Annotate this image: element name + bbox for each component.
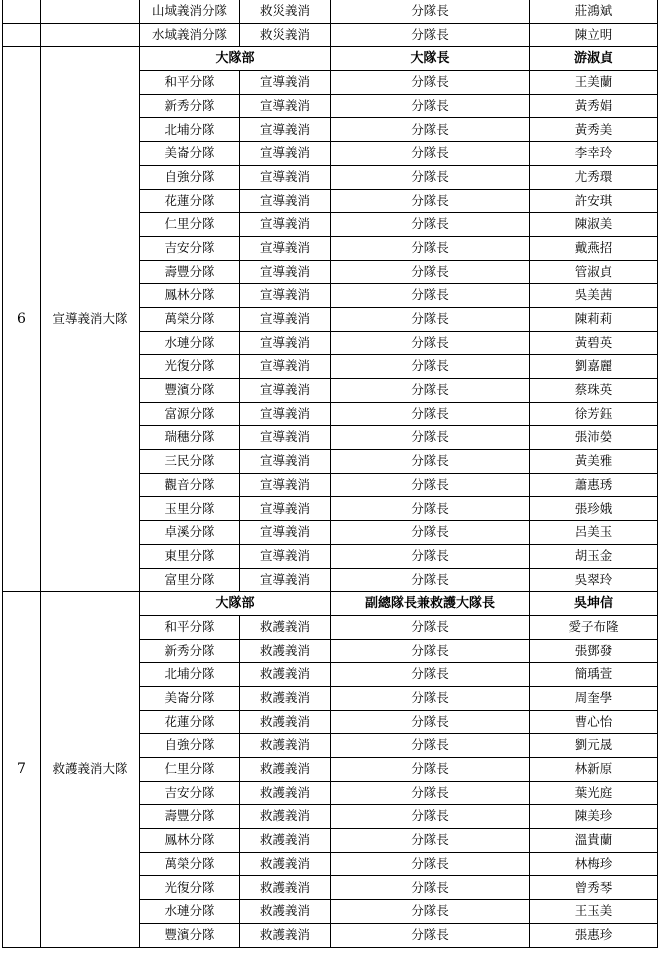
title-cell: 分隊長 bbox=[331, 402, 530, 426]
type-cell: 宣導義消 bbox=[240, 331, 331, 355]
title-cell: 分隊長 bbox=[331, 23, 530, 47]
unit-cell: 光復分隊 bbox=[140, 355, 240, 379]
type-cell: 宣導義消 bbox=[240, 402, 331, 426]
unit-cell: 豐濱分隊 bbox=[140, 379, 240, 403]
title-cell: 分隊長 bbox=[331, 307, 530, 331]
title-cell: 分隊長 bbox=[331, 355, 530, 379]
unit-cell: 仁里分隊 bbox=[140, 213, 240, 237]
unit-cell: 北埔分隊 bbox=[140, 663, 240, 687]
name-cell: 曹心怡 bbox=[530, 710, 658, 734]
title-cell: 分隊長 bbox=[331, 852, 530, 876]
group-name-cell bbox=[41, 23, 140, 47]
unit-cell: 水璉分隊 bbox=[140, 900, 240, 924]
type-cell: 救護義消 bbox=[240, 852, 331, 876]
type-cell: 救護義消 bbox=[240, 615, 331, 639]
unit-cell: 美崙分隊 bbox=[140, 686, 240, 710]
name-cell: 張惠珍 bbox=[530, 923, 658, 947]
type-cell: 救護義消 bbox=[240, 734, 331, 758]
unit-cell: 自強分隊 bbox=[140, 734, 240, 758]
type-cell: 宣導義消 bbox=[240, 189, 331, 213]
group-header-row bbox=[3, 47, 658, 71]
name-cell: 蕭惠琇 bbox=[530, 473, 658, 497]
type-cell: 宣導義消 bbox=[240, 544, 331, 568]
unit-cell: 富里分隊 bbox=[140, 568, 240, 592]
type-cell: 宣導義消 bbox=[240, 497, 331, 521]
unit-cell: 吉安分隊 bbox=[140, 236, 240, 260]
title-cell: 分隊長 bbox=[331, 284, 530, 308]
unit-cell: 觀音分隊 bbox=[140, 473, 240, 497]
title-cell: 分隊長 bbox=[331, 615, 530, 639]
name-cell: 溫貴蘭 bbox=[530, 829, 658, 853]
unit-cell: 自強分隊 bbox=[140, 165, 240, 189]
name-cell: 莊鴻斌 bbox=[530, 0, 658, 23]
name-cell: 周奎學 bbox=[530, 686, 658, 710]
type-cell: 宣導義消 bbox=[240, 236, 331, 260]
type-cell: 救護義消 bbox=[240, 758, 331, 782]
title-cell: 分隊長 bbox=[331, 213, 530, 237]
name-cell: 胡玉金 bbox=[530, 544, 658, 568]
type-cell: 救護義消 bbox=[240, 781, 331, 805]
type-cell: 宣導義消 bbox=[240, 355, 331, 379]
name-cell: 陳立明 bbox=[530, 23, 658, 47]
unit-cell: 仁里分隊 bbox=[140, 758, 240, 782]
title-cell: 分隊長 bbox=[331, 142, 530, 166]
name-cell: 尤秀環 bbox=[530, 165, 658, 189]
group-number-cell bbox=[3, 0, 41, 23]
unit-cell: 和平分隊 bbox=[140, 615, 240, 639]
title-cell: 分隊長 bbox=[331, 0, 530, 23]
unit-cell: 水璉分隊 bbox=[140, 331, 240, 355]
title-cell: 分隊長 bbox=[331, 331, 530, 355]
unit-cell: 萬榮分隊 bbox=[140, 307, 240, 331]
type-cell: 救護義消 bbox=[240, 710, 331, 734]
unit-cell: 新秀分隊 bbox=[140, 639, 240, 663]
hq-unit: 大隊部 bbox=[140, 592, 331, 616]
unit-cell: 卓溪分隊 bbox=[140, 521, 240, 545]
type-cell: 宣導義消 bbox=[240, 213, 331, 237]
type-cell: 宣導義消 bbox=[240, 568, 331, 592]
title-cell: 分隊長 bbox=[331, 758, 530, 782]
title-cell: 分隊長 bbox=[331, 165, 530, 189]
title-cell: 分隊長 bbox=[331, 521, 530, 545]
unit-cell: 山域義消分隊 bbox=[140, 0, 240, 23]
title-cell: 分隊長 bbox=[331, 923, 530, 947]
unit-cell: 北埔分隊 bbox=[140, 118, 240, 142]
type-cell: 救護義消 bbox=[240, 876, 331, 900]
title-cell: 分隊長 bbox=[331, 710, 530, 734]
name-cell: 李幸玲 bbox=[530, 142, 658, 166]
unit-cell: 壽豐分隊 bbox=[140, 260, 240, 284]
table-row bbox=[3, 0, 658, 23]
unit-cell: 美崙分隊 bbox=[140, 142, 240, 166]
group-number-cell bbox=[3, 23, 41, 47]
type-cell: 宣導義消 bbox=[240, 71, 331, 95]
type-cell: 救護義消 bbox=[240, 805, 331, 829]
name-cell: 王美蘭 bbox=[530, 71, 658, 95]
title-cell: 分隊長 bbox=[331, 426, 530, 450]
title-cell: 分隊長 bbox=[331, 260, 530, 284]
title-cell: 分隊長 bbox=[331, 663, 530, 687]
table-row bbox=[3, 23, 658, 47]
title-cell: 分隊長 bbox=[331, 94, 530, 118]
type-cell: 宣導義消 bbox=[240, 94, 331, 118]
name-cell: 黃秀娟 bbox=[530, 94, 658, 118]
type-cell: 宣導義消 bbox=[240, 426, 331, 450]
unit-cell: 富源分隊 bbox=[140, 402, 240, 426]
type-cell: 宣導義消 bbox=[240, 165, 331, 189]
type-cell: 宣導義消 bbox=[240, 379, 331, 403]
name-cell: 吳翠玲 bbox=[530, 568, 658, 592]
type-cell: 救護義消 bbox=[240, 663, 331, 687]
title-cell: 分隊長 bbox=[331, 781, 530, 805]
title-cell: 分隊長 bbox=[331, 118, 530, 142]
hq-name: 游淑貞 bbox=[530, 47, 658, 71]
type-cell: 宣導義消 bbox=[240, 142, 331, 166]
name-cell: 張鄧發 bbox=[530, 639, 658, 663]
unit-cell: 萬榮分隊 bbox=[140, 852, 240, 876]
hq-unit: 大隊部 bbox=[140, 47, 331, 71]
title-cell: 分隊長 bbox=[331, 805, 530, 829]
name-cell: 許安琪 bbox=[530, 189, 658, 213]
type-cell: 宣導義消 bbox=[240, 473, 331, 497]
title-cell: 分隊長 bbox=[331, 686, 530, 710]
unit-cell: 豐濱分隊 bbox=[140, 923, 240, 947]
name-cell: 王玉美 bbox=[530, 900, 658, 924]
title-cell: 分隊長 bbox=[331, 568, 530, 592]
name-cell: 陳淑美 bbox=[530, 213, 658, 237]
name-cell: 陳美珍 bbox=[530, 805, 658, 829]
type-cell: 宣導義消 bbox=[240, 307, 331, 331]
roster-table bbox=[2, 0, 658, 948]
name-cell: 吳美茜 bbox=[530, 284, 658, 308]
type-cell: 救護義消 bbox=[240, 686, 331, 710]
name-cell: 徐芳鈺 bbox=[530, 402, 658, 426]
title-cell: 分隊長 bbox=[331, 900, 530, 924]
title-cell: 分隊長 bbox=[331, 379, 530, 403]
title-cell: 分隊長 bbox=[331, 236, 530, 260]
name-cell: 張珍娥 bbox=[530, 497, 658, 521]
type-cell: 宣導義消 bbox=[240, 118, 331, 142]
unit-cell: 三民分隊 bbox=[140, 450, 240, 474]
unit-cell: 和平分隊 bbox=[140, 71, 240, 95]
name-cell: 曾秀琴 bbox=[530, 876, 658, 900]
hq-name: 吳坤信 bbox=[530, 592, 658, 616]
name-cell: 葉光庭 bbox=[530, 781, 658, 805]
name-cell: 劉元晟 bbox=[530, 734, 658, 758]
group-number: 6 bbox=[3, 47, 41, 592]
unit-cell: 東里分隊 bbox=[140, 544, 240, 568]
name-cell: 黃碧英 bbox=[530, 331, 658, 355]
hq-title: 大隊長 bbox=[331, 47, 530, 71]
name-cell: 林新原 bbox=[530, 758, 658, 782]
unit-cell: 花蓮分隊 bbox=[140, 189, 240, 213]
type-cell: 宣導義消 bbox=[240, 521, 331, 545]
name-cell: 劉嘉麗 bbox=[530, 355, 658, 379]
name-cell: 愛子布隆 bbox=[530, 615, 658, 639]
name-cell: 簡瑀萱 bbox=[530, 663, 658, 687]
group-header-row bbox=[3, 592, 658, 616]
unit-cell: 壽豐分隊 bbox=[140, 805, 240, 829]
unit-cell: 水域義消分隊 bbox=[140, 23, 240, 47]
name-cell: 呂美玉 bbox=[530, 521, 658, 545]
name-cell: 黃美雅 bbox=[530, 450, 658, 474]
type-cell: 救護義消 bbox=[240, 829, 331, 853]
unit-cell: 玉里分隊 bbox=[140, 497, 240, 521]
name-cell: 蔡珠英 bbox=[530, 379, 658, 403]
type-cell: 救護義消 bbox=[240, 900, 331, 924]
unit-cell: 吉安分隊 bbox=[140, 781, 240, 805]
unit-cell: 鳳林分隊 bbox=[140, 284, 240, 308]
group-name-cell bbox=[41, 0, 140, 23]
hq-title: 副總隊長兼救護大隊長 bbox=[331, 592, 530, 616]
name-cell: 張沛嫈 bbox=[530, 426, 658, 450]
unit-cell: 花蓮分隊 bbox=[140, 710, 240, 734]
group-number: 7 bbox=[3, 592, 41, 947]
name-cell: 管淑貞 bbox=[530, 260, 658, 284]
unit-cell: 光復分隊 bbox=[140, 876, 240, 900]
type-cell: 宣導義消 bbox=[240, 260, 331, 284]
type-cell: 宣導義消 bbox=[240, 284, 331, 308]
title-cell: 分隊長 bbox=[331, 189, 530, 213]
title-cell: 分隊長 bbox=[331, 473, 530, 497]
title-cell: 分隊長 bbox=[331, 71, 530, 95]
group-name: 救護義消大隊 bbox=[41, 592, 140, 947]
title-cell: 分隊長 bbox=[331, 544, 530, 568]
unit-cell: 新秀分隊 bbox=[140, 94, 240, 118]
title-cell: 分隊長 bbox=[331, 876, 530, 900]
name-cell: 黃秀美 bbox=[530, 118, 658, 142]
title-cell: 分隊長 bbox=[331, 450, 530, 474]
name-cell: 林梅珍 bbox=[530, 852, 658, 876]
name-cell: 戴燕招 bbox=[530, 236, 658, 260]
name-cell: 陳莉莉 bbox=[530, 307, 658, 331]
title-cell: 分隊長 bbox=[331, 734, 530, 758]
type-cell: 宣導義消 bbox=[240, 450, 331, 474]
title-cell: 分隊長 bbox=[331, 497, 530, 521]
unit-cell: 鳳林分隊 bbox=[140, 829, 240, 853]
unit-cell: 瑞穗分隊 bbox=[140, 426, 240, 450]
group-name: 宣導義消大隊 bbox=[41, 47, 140, 592]
title-cell: 分隊長 bbox=[331, 639, 530, 663]
type-cell: 救災義消 bbox=[240, 23, 331, 47]
title-cell: 分隊長 bbox=[331, 829, 530, 853]
type-cell: 救護義消 bbox=[240, 639, 331, 663]
type-cell: 救護義消 bbox=[240, 923, 331, 947]
type-cell: 救災義消 bbox=[240, 0, 331, 23]
